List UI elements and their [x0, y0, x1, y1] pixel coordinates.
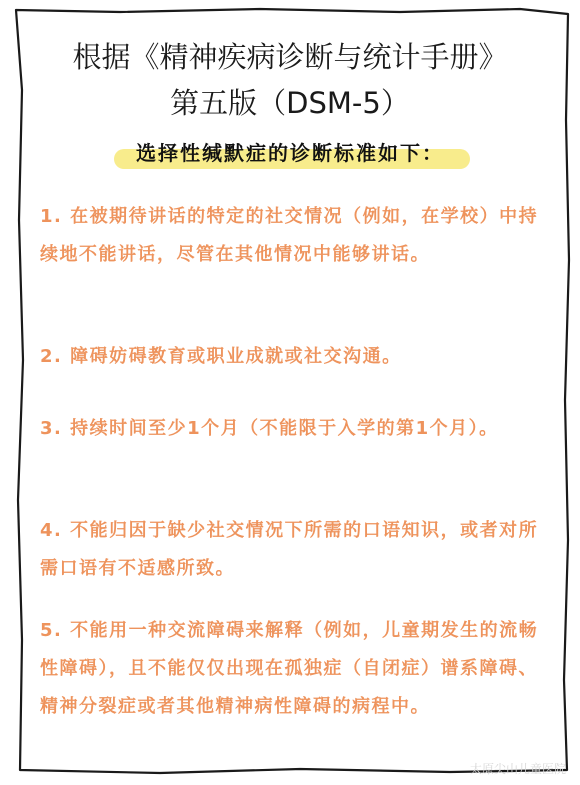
criterion-1: 1. 在被期待讲话的特定的社交情况（例如，在学校）中持续地不能讲话，尽管在其他情况中能够讲话。 — [40, 206, 539, 265]
criterion-2: 2. 障碍妨碍教育或职业成就或社交沟通。 — [40, 346, 402, 367]
subtitle-text: 选择性缄默症的诊断标准如下： — [136, 141, 444, 165]
watermark: 太原尖山儿童医院 — [469, 762, 566, 776]
subtitle — [128, 137, 452, 166]
criterion-3: 3. 持续时间至少1个月（不能限于入学的第1个月）。 — [40, 418, 499, 439]
page-title-line-2: 第五版（DSM-5） — [170, 86, 410, 120]
criterion-4: 4. 不能归因于缺少社交情况下所需的口语知识，或者对所需口语有不适感所致。 — [40, 520, 539, 579]
page-title-line-1: 根据《精神疾病诊断与统计手册》 — [72, 40, 508, 74]
subtitle-block — [0, 137, 580, 166]
criterion-5: 5. 不能用一种交流障碍来解释（例如，儿童期发生的流畅性障碍），且不能仅仅出现在孤独症（自闭症）谱系障碍、精神分裂症或者其他精神病性障碍的病程中。 — [40, 620, 539, 717]
